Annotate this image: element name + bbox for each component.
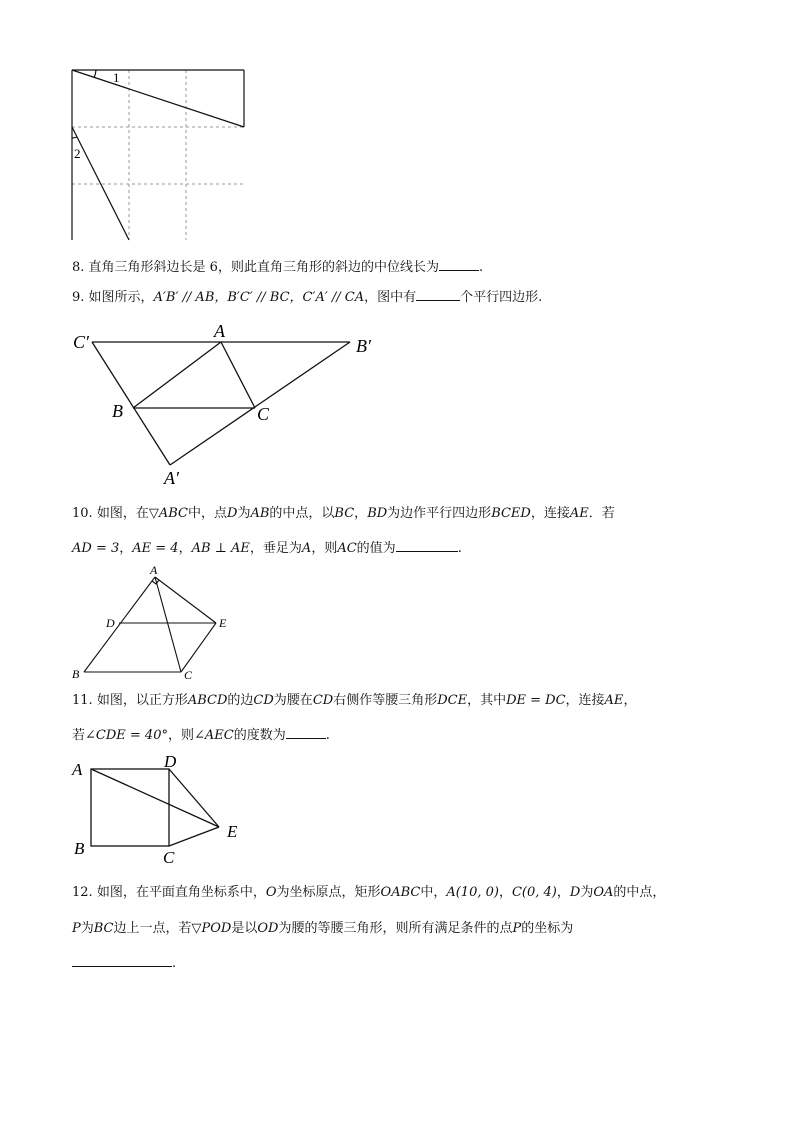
fig10-label-D: D — [106, 616, 115, 630]
fig11-label-D: D — [164, 752, 177, 771]
fig11-label-A: A — [72, 760, 83, 779]
angle-2-label: 2 — [74, 146, 81, 161]
question-10: 10. 如图，在▽ABC中，点D为AB的中点，以BC，BD为边作平行四边形BCED，连接AE．若 — [72, 506, 615, 521]
label-A-prime: A′ — [164, 468, 179, 488]
fig10-label-E: E — [219, 616, 227, 630]
fig10-label-A: A — [150, 563, 158, 577]
q8-number: 8. — [72, 260, 85, 275]
q11-number: 11. — [72, 693, 93, 708]
question-12-line-2: P为BC边上一点，若▽POD是以OD为腰的等腰三角形，则所有满足条件的点P的坐标为 — [72, 921, 574, 936]
question-12-answer-line: . — [72, 952, 176, 973]
q12-number: 12. — [72, 885, 93, 900]
fig10-label-C: C — [184, 668, 193, 682]
question-11-line-2: 若∠CDE = 40°，则∠AEC的度数为 . — [72, 724, 330, 745]
question-12: 12. 如图，在平面直角坐标系中，O为坐标原点，矩形OABC中，A(10, 0)，C(0, 4)，D为OA的中点， — [72, 885, 666, 900]
q12-answer-blank[interactable] — [72, 952, 172, 967]
q10-number: 10. — [72, 506, 93, 521]
question-11: 11. 如图，以正方形ABCD的边CD为腰在CD右侧作等腰三角形DCE，其中DE = DC，连接AE， — [72, 693, 637, 708]
q9-number: 9. — [72, 290, 85, 305]
fig11-label-B: B — [74, 839, 85, 858]
fig11-label-C: C — [163, 848, 175, 867]
label-A: A — [214, 321, 225, 341]
fig10-label-B: B — [72, 667, 80, 681]
label-B-prime: B′ — [356, 336, 371, 356]
question-9: 9. 如图所示，A′B′ // AB，B′C′ // BC，C′A′ // CA，图中有 个平行四边形. — [72, 286, 542, 307]
question-8: 8. 直角三角形斜边长是 6，则此直角三角形的斜边的中位线长为 . — [72, 256, 483, 277]
fig11-label-E: E — [227, 822, 238, 841]
q9-conditions: A′B′ // AB，B′C′ // BC，C′A′ // CA — [153, 290, 365, 305]
label-C-prime: C′ — [73, 332, 89, 352]
question-10-line-2: AD = 3，AE = 4，AB ⊥ AE，垂足为A，则AC的值为 . — [72, 537, 462, 558]
label-B: B — [112, 401, 123, 421]
angle-1-label: 1 — [113, 70, 120, 85]
label-C: C — [257, 404, 270, 424]
q8-text: 直角三角形斜边长是 6，则此直角三角形的斜边的中位线长为 — [88, 260, 439, 275]
